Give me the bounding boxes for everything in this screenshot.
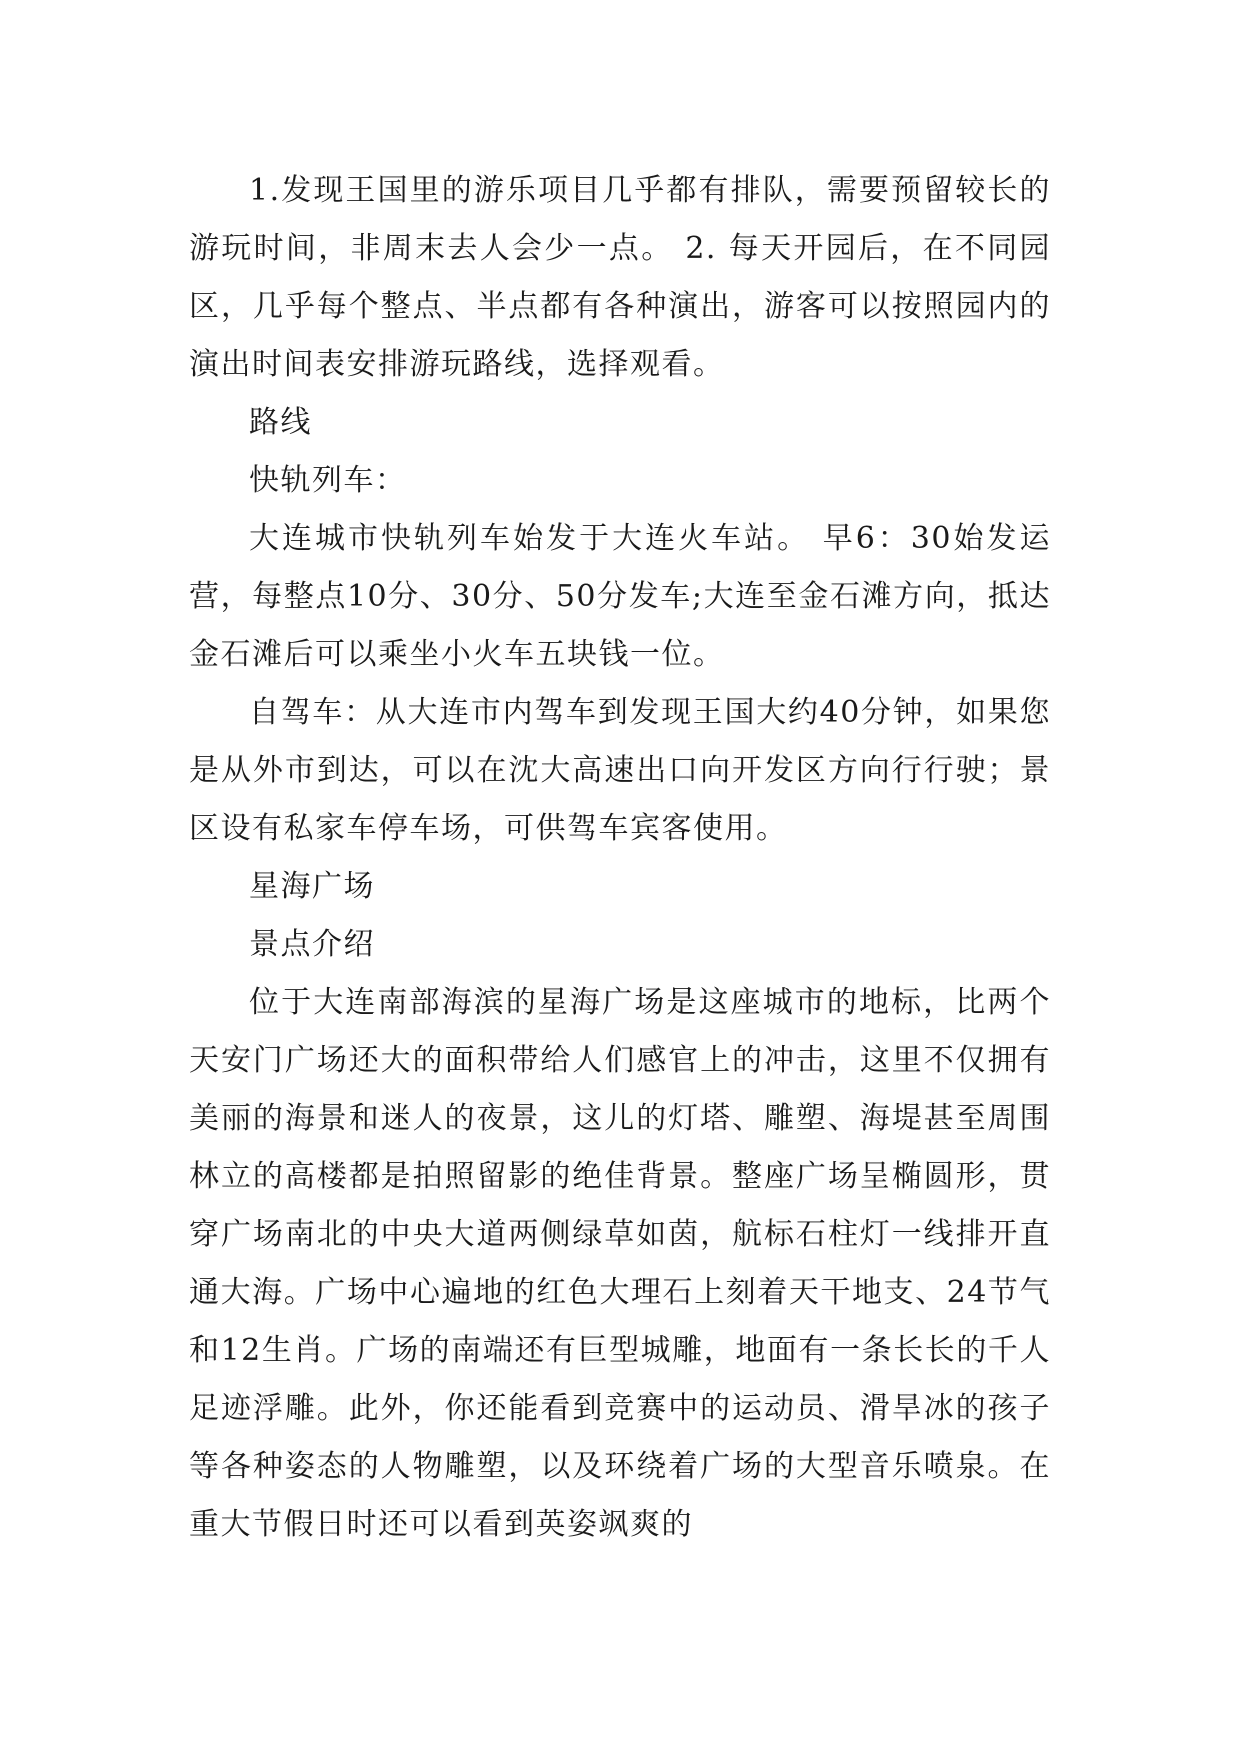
- paragraph-tips: 1.发现王国里的游乐项目几乎都有排队，需要预留较长的游玩时间，非周末去人会少一点。 2. 每天开园后，在不同园区，几乎每个整点、半点都有各种演出，游客可以按照园内的演出时间表安排游玩路线，选择观看。: [189, 173, 1051, 382]
- paragraph-xinghai-intro: 位于大连南部海滨的星海广场是这座城市的地标，比两个天安门广场还大的面积带给人们感官上的冲击，这里不仅拥有美丽的海景和迷人的夜景，这儿的灯塔、雕塑、海堤甚至周围林立的高楼都是拍照留影的绝佳背景。整座广场呈椭圆形，贯穿广场南北的中央大道两侧绿草如茵，航标石柱灯一线排开直通大海。广场中心遍地的红色大理石上刻着天干地支、24节气和12生肖。广场的南端还有巨型城雕，地面有一条长长的千人足迹浮雕。此外，你还能看到竞赛中的运动员、滑旱冰的孩子等各种姿态的人物雕塑，以及环绕着广场的大型音乐喷泉。在重大节假日时还可以看到英姿飒爽的: [189, 985, 1051, 1542]
- heading-attraction-intro: 景点介绍: [249, 927, 375, 962]
- heading-xinghai-square: 星海广场: [249, 869, 375, 904]
- document-body: [189, 162, 1051, 1554]
- paragraph-self-drive: 自驾车：从大连市内驾车到发现王国大约40分钟，如果您是从外市到达，可以在沈大高速出口向开发区方向行行驶；景区设有私家车停车场，可供驾车宾客使用。: [189, 695, 1051, 846]
- heading-express-train: 快轨列车：: [249, 463, 407, 498]
- heading-route: 路线: [249, 405, 312, 440]
- paragraph-express-train: 大连城市快轨列车始发于大连火车站。 早6：30始发运营，每整点10分、30分、50分发车;大连至金石滩方向，抵达金石滩后可以乘坐小火车五块钱一位。: [189, 521, 1051, 672]
